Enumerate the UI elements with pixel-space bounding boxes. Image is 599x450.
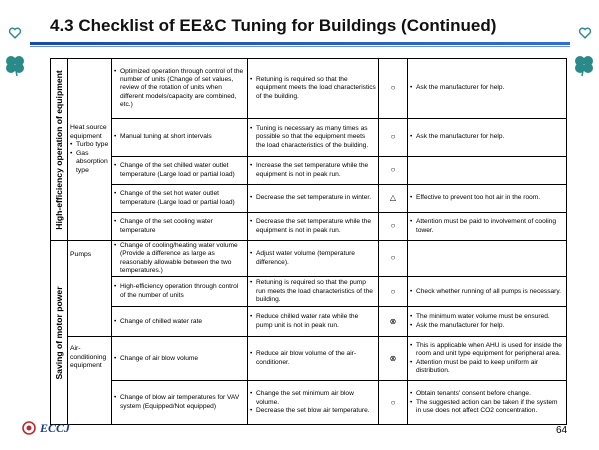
heart-icon [8, 26, 22, 40]
logo-mark-icon [22, 421, 36, 435]
measure-cell: • Change of the set hot water outlet temperature (Large load or partial load) [112, 185, 248, 213]
effect-cell: • Reduce air blow volume of the air-conditioner. [248, 337, 379, 381]
effect-cell: • Retuning is required so that the pump run meets the load characteristics of the building. [248, 277, 379, 307]
page-number: 64 [556, 425, 568, 436]
title-underline-thin [30, 46, 570, 47]
effect-cell: • Adjust water volume (temperature difference). [248, 241, 379, 277]
eccj-logo [22, 419, 70, 437]
mark-cell: ○ [379, 277, 408, 307]
measure-cell: • Change of blow air temperatures for VAV system (Equipped/Not equipped) [112, 381, 248, 425]
section-label: High-efficiency operation of equipment [51, 59, 68, 241]
table-row [51, 185, 567, 213]
note-cell: • The minimum water volume must be ensured. • Ask the manufacturer for help. [408, 307, 567, 337]
note-cell [408, 241, 567, 277]
mark-cell: △ [379, 185, 408, 213]
note-cell: • Effective to prevent too hot air in the room. [408, 185, 567, 213]
note-cell: • Attention must be paid to involvement of cooling tower. [408, 213, 567, 241]
effect-cell: • Decrease the set temperature while the equipment is not in peak run. [248, 213, 379, 241]
effect-cell: • Increase the set temperature while the equipment is not in peak run. [248, 157, 379, 185]
measure-cell: • Change of air blow volume [112, 337, 248, 381]
mark-cell: ○ [379, 213, 408, 241]
table-row [51, 307, 567, 337]
mark-cell: ○ [379, 157, 408, 185]
measure-cell: • Change of the set cooling water temperature [112, 213, 248, 241]
table-row [51, 241, 567, 277]
system-cell: Heat source equipment • Turbo type • Gas absorption type [68, 59, 112, 241]
mark-cell: ○ [379, 241, 408, 277]
effect-cell: • Change the set minimum air blow volume. • Decrease the set blow air temperature. [248, 381, 379, 425]
clover-icon [571, 52, 597, 78]
system-cell: Pumps [68, 241, 112, 337]
table-row [51, 381, 567, 425]
effect-cell: • Tuning is necessary as many times as possible so that the equipment meets the load characteristics of the building. [248, 119, 379, 157]
note-cell: • Ask the manufacturer for help. [408, 119, 567, 157]
note-cell: • Ask the manufacturer for help. [408, 59, 567, 119]
table-row [51, 213, 567, 241]
measure-cell: • Change of the set chilled water outlet temperature (Large load or partial load) [112, 157, 248, 185]
mark-cell: ⊗ [379, 307, 408, 337]
mark-cell: ○ [379, 59, 408, 119]
table-row [51, 337, 567, 381]
page-title: 4.3 Checklist of EE&C Tuning for Buildings (Continued) [50, 16, 497, 35]
table-row [51, 157, 567, 185]
measure-cell: • Change of cooling/heating water volume (Provide a difference as large as reasonably allowable between the two temperatures.) [112, 241, 248, 277]
mark-cell: ○ [379, 381, 408, 425]
measure-cell: • Optimized operation through control of the number of units (Change of set values, review of the rotation of units when different models/capacity are combined, etc.) [112, 59, 248, 119]
effect-cell: • Retuning is required so that the equipment meets the load characteristics of the building. [248, 59, 379, 119]
checklist-table [50, 58, 567, 425]
measure-cell: • High-efficiency operation through control of the number of units [112, 277, 248, 307]
table-row [51, 277, 567, 307]
title-underline [30, 42, 570, 45]
section-label: Saving of motor power [51, 241, 68, 425]
table-row [51, 59, 567, 119]
heart-icon [578, 26, 592, 40]
system-cell: Air-conditioning equipment [68, 337, 112, 425]
clover-icon [2, 52, 28, 78]
note-cell [408, 157, 567, 185]
effect-cell: • Decrease the set temperature in winter. [248, 185, 379, 213]
note-cell: • Check whether running of all pumps is necessary. [408, 277, 567, 307]
logo-text: ECCJ [40, 420, 71, 435]
mark-cell: ⊗ [379, 337, 408, 381]
table-row [51, 119, 567, 157]
effect-cell: • Reduce chilled water rate while the pump unit is not in peak run. [248, 307, 379, 337]
note-cell: • This is applicable when AHU is used for inside the room and unit type equipment for peripheral area. • Attention must be paid to keep uniform air distribution. [408, 337, 567, 381]
mark-cell: ○ [379, 119, 408, 157]
measure-cell: • Change of chilled water rate [112, 307, 248, 337]
note-cell: • Obtain tenants' consent before change. • The suggested action can be taken if the system in use does not affect CO2 concentration. [408, 381, 567, 425]
measure-cell: • Manual tuning at short intervals [112, 119, 248, 157]
